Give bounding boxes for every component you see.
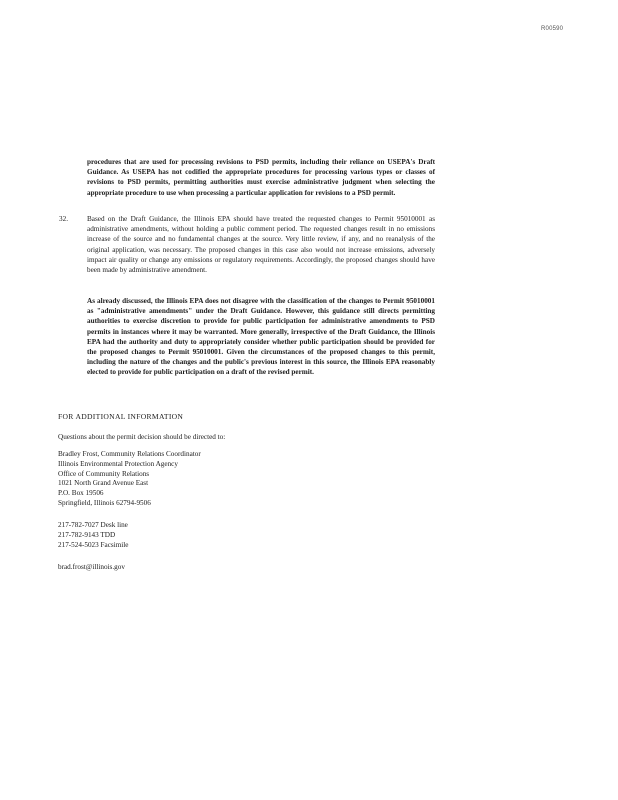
address-line: Springfield, Illinois 62794-9506 <box>58 498 151 507</box>
address-line: Bradley Frost, Community Relations Coordinator <box>58 450 201 458</box>
paragraph-continuation: procedures that are used for processing revisions to PSD permits, including their reliance on USEPA's Draft Guidance. As USEPA has not codified the appropriate procedures for processing various types or classes of revisions to PSD permits, permitting authorities must exercise administrative judgment when selecting the appropriate procedure to use when processing a particular application for revisions to a PSD permit. <box>87 158 435 197</box>
response-paragraph: As already discussed, the Illinois EPA does not disagree with the classification of the changes to Permit 95010001 as "administrative amendments" under the Draft Guidance. However, this guidance still directs permitting authorities to exercise discretion to provide for public participation for administrative amendments to PSD permits in instances where it may be warranted. More generally, irrespective of the Draft Guidance, the Illinois EPA had the authority and duty to appropriately consider whether public participation should be provided for the proposed changes to Permit 95010001. Given the circumstances of the proposed changes to this permit, including the nature of the changes and the public's previous interest in this source, the Illinois EPA reasonably elected to provide for public participation on a draft of the revised permit. <box>87 297 435 377</box>
contact-email: brad.frost@illinois.gov <box>58 563 125 571</box>
address-line: 1021 North Grand Avenue East <box>58 479 149 488</box>
address-line: Illinois Environmental Protection Agency <box>58 459 178 468</box>
phone-line: 217-524-5023 Facsimile <box>58 540 129 549</box>
bates-stamp: R00590 <box>541 26 564 32</box>
contact-address <box>58 450 201 509</box>
section-heading: FOR ADDITIONAL INFORMATION <box>58 412 184 421</box>
item-number: 32. <box>59 215 68 223</box>
phone-line: 217-782-7027 Desk line <box>58 521 128 529</box>
comment-paragraph: Based on the Draft Guidance, the Illinois EPA should have treated the requested changes to Permit 95010001 as administrative amendments, without holding a public comment period. The requested changes result in no emissions increase of the source and no fundamental changes at the source. Very little review, if any, and no reanalysis of the original application, was necessary. The proposed changes in this case also would not increase emissions, adversely impact air quality or change any emissions or regulatory requirements. Accordingly, the proposed changes should have been made by administrative amendment. <box>87 215 435 275</box>
address-line: P.O. Box 19506 <box>58 489 104 498</box>
contact-phones <box>58 521 128 550</box>
contact-intro: Questions about the permit decision should be directed to: <box>58 433 226 441</box>
address-line: Office of Community Relations <box>58 469 150 478</box>
phone-line: 217-782-9143 TDD <box>58 530 116 539</box>
